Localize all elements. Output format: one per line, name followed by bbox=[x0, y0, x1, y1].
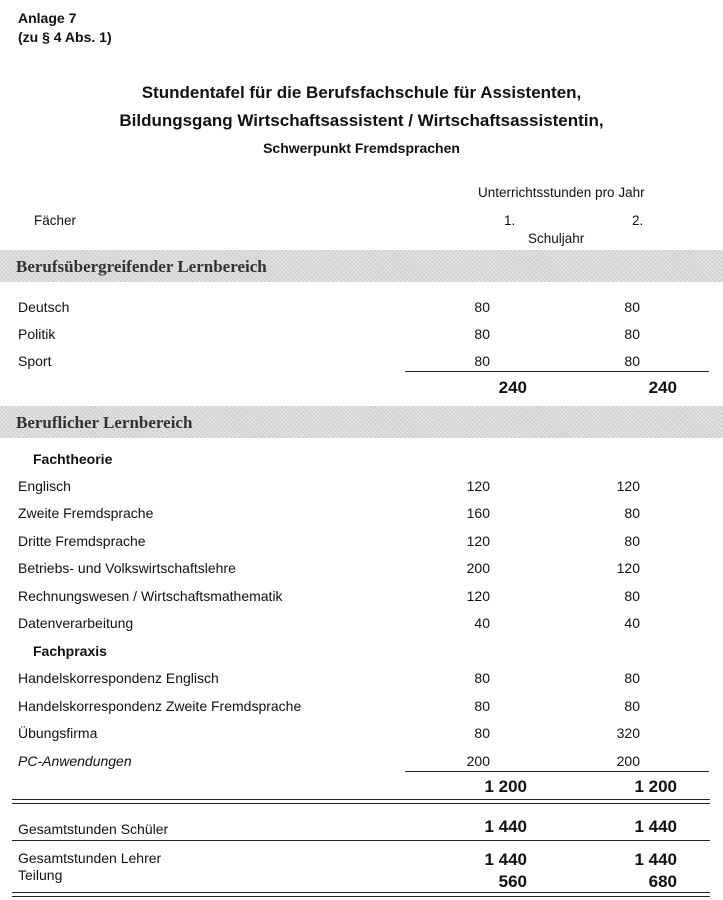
hours-year1: 80 bbox=[474, 353, 490, 369]
section2-total-year2: 1 200 bbox=[634, 777, 677, 796]
year2-header: 2. bbox=[632, 213, 644, 228]
table-row bbox=[0, 725, 723, 745]
bottom-double-rule bbox=[12, 892, 710, 897]
hours-year1: 80 bbox=[474, 670, 490, 686]
hours-year1: 80 bbox=[474, 299, 490, 315]
subtotal-rule bbox=[405, 371, 709, 372]
hours-year1: 200 bbox=[466, 560, 490, 576]
subject-name: Englisch bbox=[18, 478, 71, 494]
title-line-2: Bildungsgang Wirtschaftsassistent / Wirtschaftsassistentin, bbox=[119, 111, 604, 130]
hours-year1: 40 bbox=[474, 615, 490, 631]
subject-name: Deutsch bbox=[18, 299, 70, 315]
teachers-total-label: Gesamtstunden Lehrer bbox=[18, 850, 162, 866]
subject-name: Zweite Fremdsprache bbox=[18, 505, 154, 521]
hours-year2: 120 bbox=[616, 560, 640, 576]
hours-year1: 160 bbox=[466, 505, 490, 521]
subtotal-rule bbox=[405, 771, 709, 772]
subject-name: Rechnungswesen / Wirtschaftsmathematik bbox=[18, 588, 283, 604]
split-year2: 680 bbox=[648, 872, 677, 891]
hours-year2: 40 bbox=[624, 615, 640, 631]
table-row bbox=[0, 670, 723, 690]
hours-year2: 80 bbox=[624, 353, 640, 369]
hours-year1: 120 bbox=[466, 533, 490, 549]
section-band-vocational bbox=[0, 406, 723, 438]
table-row bbox=[0, 615, 723, 635]
table-row bbox=[0, 533, 723, 553]
hours-year2: 320 bbox=[616, 725, 640, 741]
subject-name: Übungsfirma bbox=[18, 725, 98, 741]
table-row bbox=[0, 560, 723, 580]
hours-year2: 80 bbox=[624, 533, 640, 549]
subject-name: Betriebs- und Volkswirtschaftslehre bbox=[18, 560, 236, 576]
table-row bbox=[0, 353, 723, 373]
section-title-vocational: Beruflicher Lernbereich bbox=[16, 413, 193, 432]
hours-year1: 200 bbox=[466, 753, 490, 769]
teachers-total-year2: 1 440 bbox=[634, 850, 677, 869]
double-rule bbox=[12, 799, 710, 804]
table-row bbox=[0, 753, 723, 773]
table-row bbox=[0, 505, 723, 525]
hours-year2: 80 bbox=[624, 299, 640, 315]
title-line-1: Stundentafel für die Berufsfachschule für Assistenten, bbox=[141, 83, 582, 102]
hours-year1: 80 bbox=[474, 698, 490, 714]
section2-total-year1: 1 200 bbox=[484, 777, 527, 796]
section1-total-year2: 240 bbox=[648, 378, 677, 397]
column-group-header: Unterrichtsstunden pro Jahr bbox=[478, 185, 645, 200]
hours-year2: 80 bbox=[624, 326, 640, 342]
subsection-theory: Fachtheorie bbox=[33, 451, 113, 467]
subject-name: Sport bbox=[18, 353, 52, 369]
split-year1: 560 bbox=[498, 872, 527, 891]
hours-year1: 80 bbox=[474, 725, 490, 741]
annex-reference: (zu § 4 Abs. 1) bbox=[18, 29, 112, 45]
hours-year2: 80 bbox=[624, 588, 640, 604]
hours-year1: 120 bbox=[466, 588, 490, 604]
subject-name: Handelskorrespondenz Englisch bbox=[18, 670, 219, 686]
table-row bbox=[0, 588, 723, 608]
hours-year1: 80 bbox=[474, 326, 490, 342]
school-year-header: Schuljahr bbox=[528, 231, 585, 246]
section-title-general: Berufsübergreifender Lernbereich bbox=[16, 257, 267, 276]
year1-header: 1. bbox=[504, 213, 516, 228]
hours-year2: 80 bbox=[624, 670, 640, 686]
subsection-heading bbox=[0, 643, 723, 663]
students-total-year1: 1 440 bbox=[484, 817, 527, 836]
subsection-heading bbox=[0, 451, 723, 471]
section-band-general bbox=[0, 250, 723, 282]
students-total-label: Gesamtstunden Schüler bbox=[18, 821, 169, 837]
title-line-3: Schwerpunkt Fremdsprachen bbox=[263, 140, 460, 156]
students-total-year2: 1 440 bbox=[634, 817, 677, 836]
table-row bbox=[0, 698, 723, 718]
hours-year1: 120 bbox=[466, 478, 490, 494]
subject-name: Politik bbox=[18, 326, 56, 342]
teachers-total-year1: 1 440 bbox=[484, 850, 527, 869]
table-row bbox=[0, 478, 723, 498]
subject-name: Handelskorrespondenz Zweite Fremdsprache bbox=[18, 698, 302, 714]
annex-label: Anlage 7 bbox=[18, 10, 77, 26]
hours-year2: 80 bbox=[624, 698, 640, 714]
row-rule bbox=[12, 840, 710, 841]
subject-name: Datenverarbeitung bbox=[18, 615, 134, 631]
table-row bbox=[0, 299, 723, 319]
section1-total-year1: 240 bbox=[498, 378, 527, 397]
hours-year2: 80 bbox=[624, 505, 640, 521]
hours-year2: 200 bbox=[616, 753, 640, 769]
hours-year2: 120 bbox=[616, 478, 640, 494]
split-label: Teilung bbox=[18, 867, 63, 883]
table-row bbox=[0, 326, 723, 346]
subject-name: PC-Anwendungen bbox=[18, 753, 132, 769]
subject-name: Dritte Fremdsprache bbox=[18, 533, 146, 549]
subjects-header: Fächer bbox=[34, 213, 77, 228]
subsection-practice: Fachpraxis bbox=[33, 643, 107, 659]
